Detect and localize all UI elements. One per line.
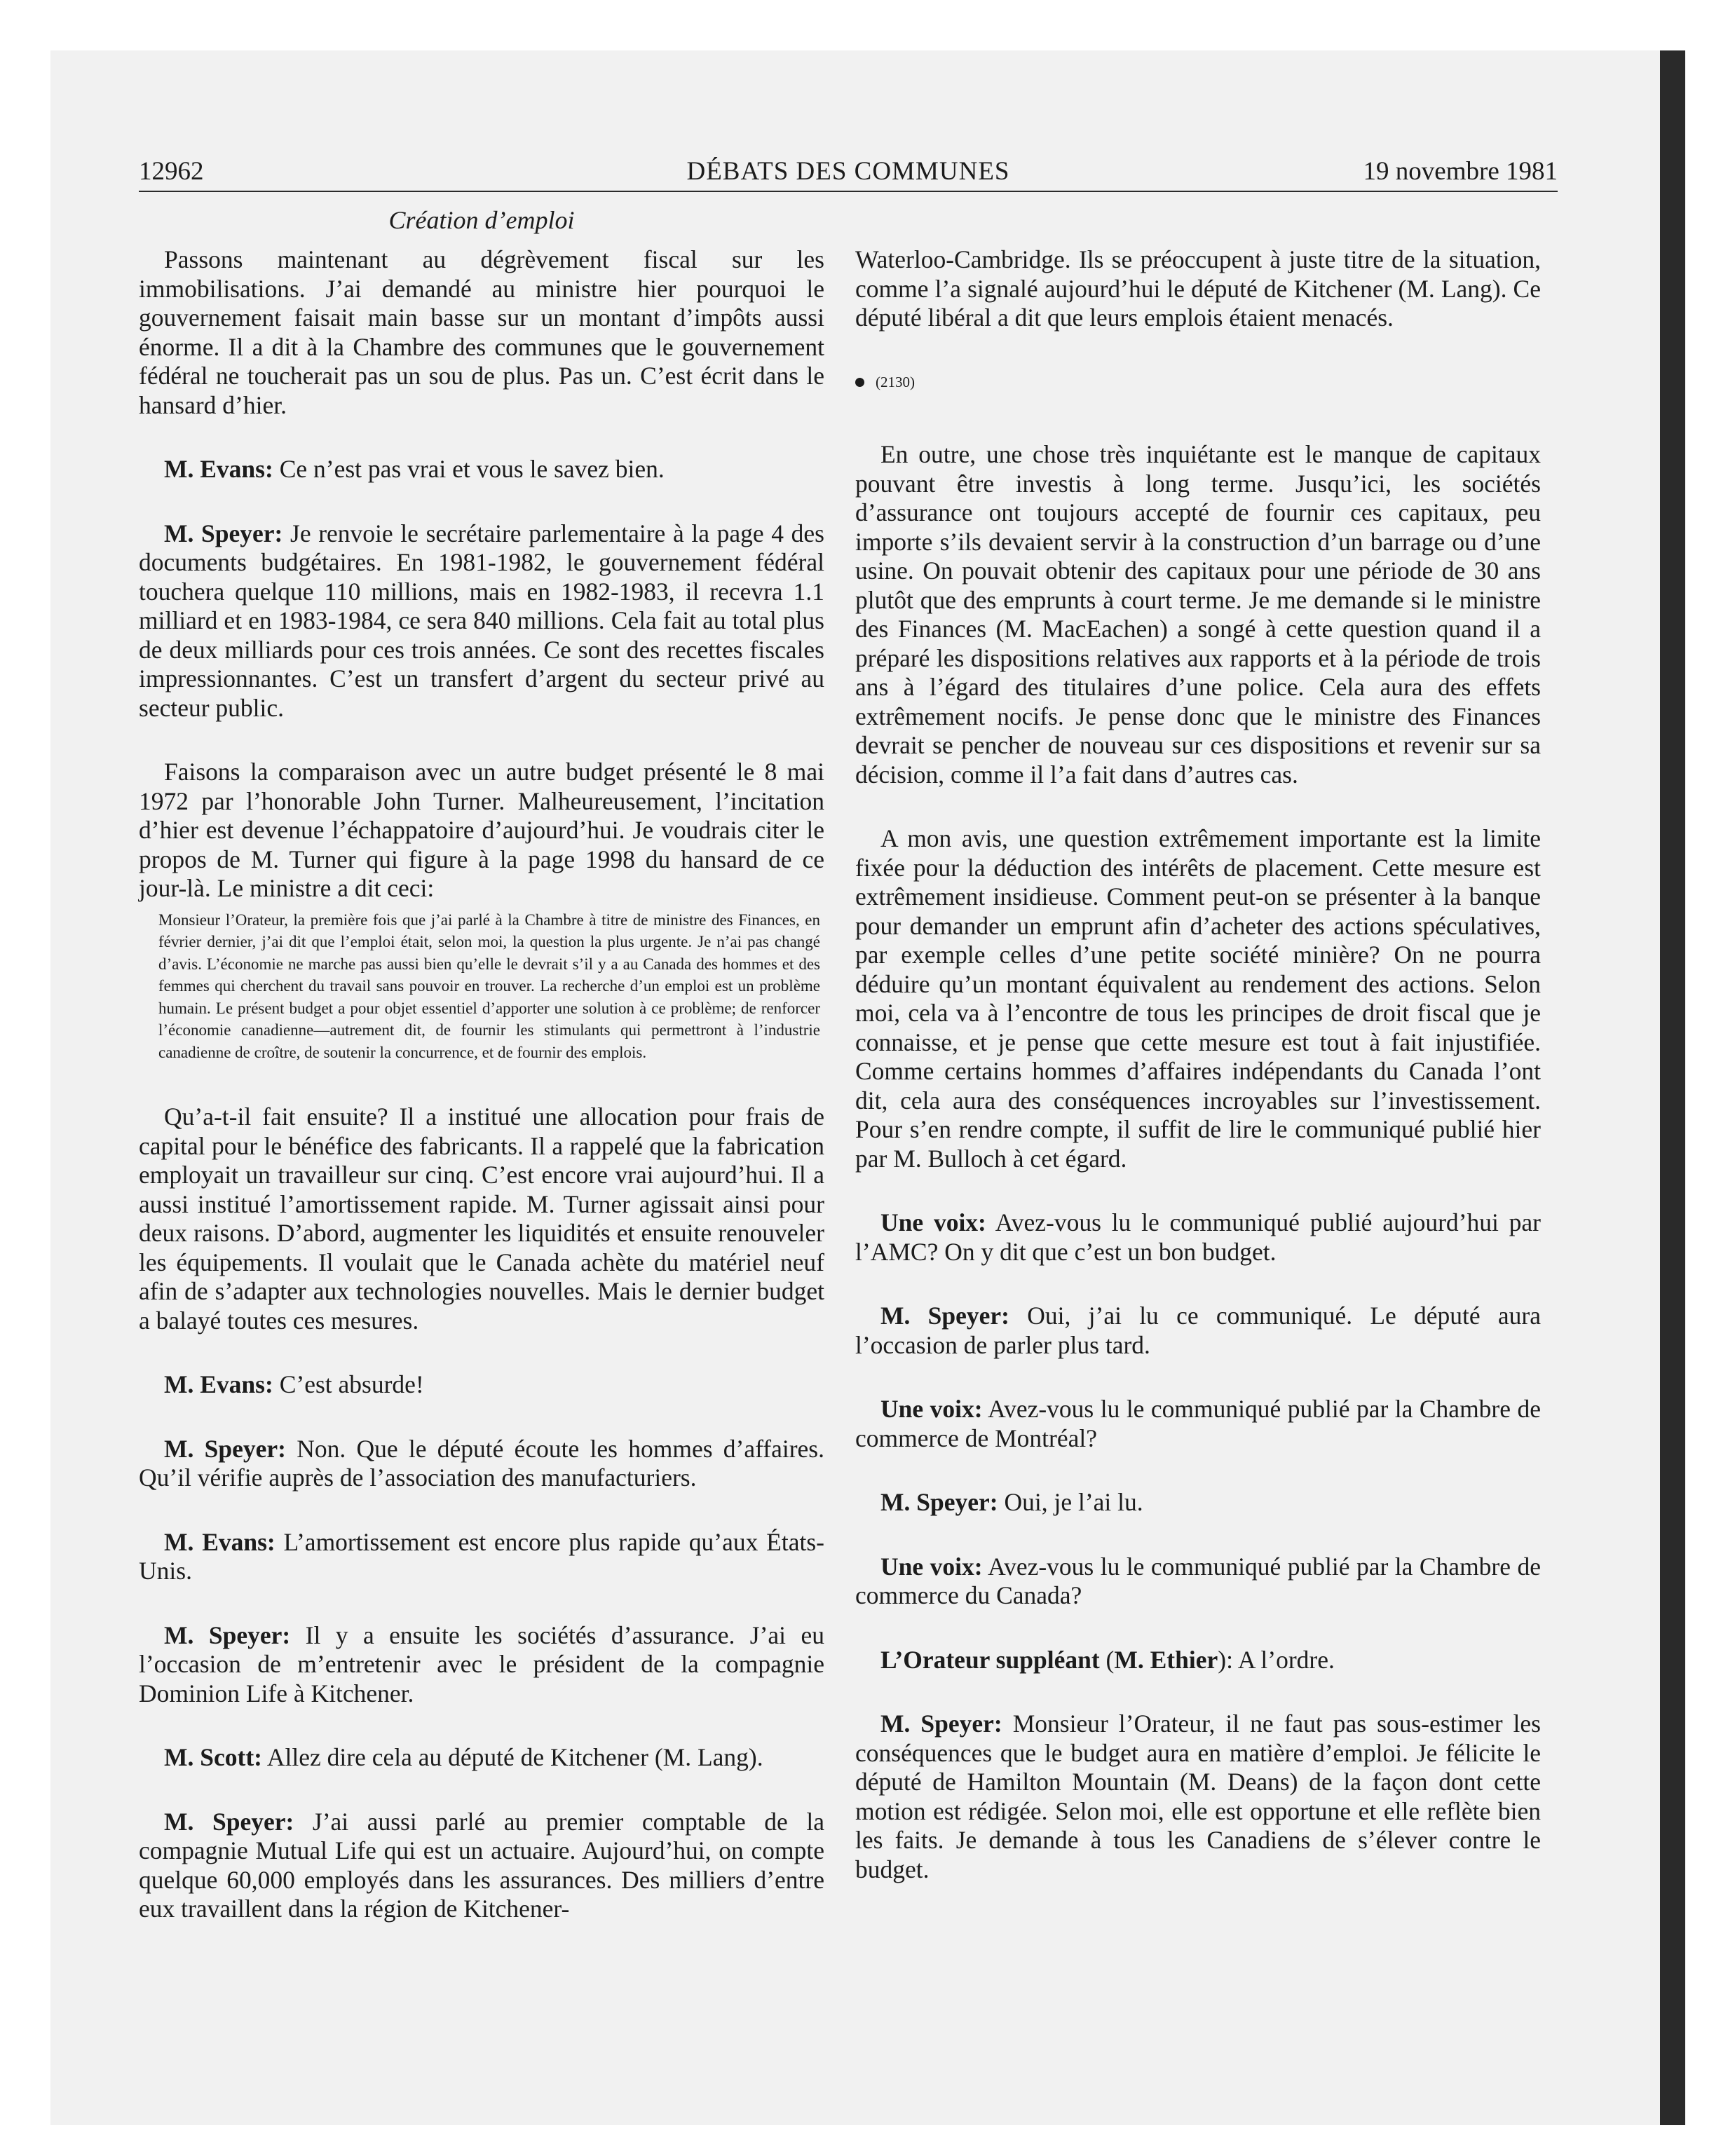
speaker-name: M. Speyer: bbox=[164, 1621, 291, 1649]
speech-text: Il y a ensuite les sociétés d’assurance. J’ai eu l’occasion de m’entretenir avec le président de la compagnie Dominion Life à Kitchener. bbox=[139, 1621, 824, 1707]
speech-speyer bbox=[139, 1435, 824, 1493]
speech-text: Non. Que le député écoute les hommes d’affaires. Qu’il vérifie auprès de l’association des manufacturiers. bbox=[139, 1434, 824, 1492]
speaker-name: Une voix: bbox=[880, 1208, 986, 1236]
paragraph: Waterloo-Cambridge. Ils se préoccupent à juste titre de la situation, comme l’a signalé aujourd’hui le député de Kitchener (M. Lang). Ce député libéral a dit que leurs emplois étaient menacés. bbox=[855, 245, 1541, 332]
right-column bbox=[855, 245, 1541, 1884]
speaker-name: M. Evans: bbox=[164, 1370, 273, 1398]
speech-text: C’est absurde! bbox=[273, 1370, 424, 1398]
paragraph: A mon avis, une question extrêmement importante est la limite fixée pour la déduction des intérêts de placement. Cette mesure est extrêmement insidieuse. Comment peut-on se présenter à la banque pour demander un emprunt afin d’acheter des actions spéculatives, par exemple celles d’une petite société minière? On ne pourra déduire qu’un montant équivalent au rendement des actions. Selon moi, cela va à l’encontre de tous les principes de droit fiscal que je connaisse, et je pense que cette mesure est tout à fait injustifiée. Comme certains hommes d’affaires indépendants du Canada l’ont dit, cela aura des conséquences incroyables sur l’investissement. Pour s’en rendre compte, il suffit de lire le communiqué publié hier par M. Bulloch à cet égard. bbox=[855, 824, 1541, 1173]
speech-speyer bbox=[855, 1302, 1541, 1360]
time-marker-text: (2130) bbox=[876, 373, 915, 390]
speech-evans bbox=[139, 1370, 824, 1400]
speech-text: J’ai aussi parlé au premier comptable de la compagnie Mutual Life qui est un actuaire. Aujourd’hui, on compte quelque 60,000 employés dans les assurances. Des milliers d’entre eux travaillent dans la région de Kitchener- bbox=[139, 1807, 824, 1923]
speech-text: Avez-vous lu le communiqué publié par la Chambre de commerce du Canada? bbox=[855, 1552, 1541, 1609]
speech-speyer bbox=[139, 519, 824, 723]
paragraph: Passons maintenant au dégrèvement fiscal sur les immobilisations. J’ai demandé au ministre hier pourquoi le gouvernement faisait main basse sur un montant d’impôts aussi énorme. Il a dit à la Chambre des communes que le gouvernement fédéral ne toucherait pas un sou de plus. Pas un. C’est écrit dans le hansard d’hier. bbox=[139, 245, 824, 419]
left-column bbox=[139, 205, 824, 1924]
speech-text: L’amortissement est encore plus rapide qu’aux États-Unis. bbox=[139, 1527, 824, 1585]
page-header bbox=[139, 156, 1558, 192]
paragraph: En outre, une chose très inquiétante est le manque de capitaux pouvant être investis à long terme. Jusqu’ici, les sociétés d’assurance ont toujours accepté de fournir ces capitaux, peu importe s’ils devaient servir à la construction d’un barrage ou d’une usine. On pouvait obtenir des capitaux pour une période de 30 ans plutôt que des emprunts à court terme. Je me demande si le ministre des Finances (M. MacEachen) a songé à cette question quand il a préparé les dispositions relatives aux rapports et à la période de trois ans à l’égard des titulaires d’une police. Cela aura des effets extrêmement nocifs. Je pense donc que le ministre des Finances devrait se pencher de nouveau sur ces dispositions et revenir sur sa décision, comme il l’a fait dans d’autres cas. bbox=[855, 440, 1541, 789]
speech-speyer bbox=[139, 1808, 824, 1924]
speech-voice bbox=[855, 1395, 1541, 1453]
speech-deputy-speaker bbox=[855, 1646, 1541, 1675]
speech-text: Avez-vous lu le communiqué publié aujourd’hui par l’AMC? On y dit que c’est un bon budget. bbox=[855, 1208, 1542, 1266]
page-number: 12962 bbox=[139, 157, 204, 186]
speaker-name: Une voix: bbox=[880, 1552, 983, 1581]
speech-text: A l’ordre. bbox=[1232, 1645, 1335, 1674]
page-title: DÉBATS DES COMMUNES bbox=[686, 157, 1010, 186]
speaker-name: M. Speyer: bbox=[164, 1434, 286, 1463]
speech-text: Allez dire cela au député de Kitchener (M. Lang). bbox=[261, 1743, 763, 1771]
time-marker bbox=[855, 368, 1541, 397]
speech-text: Avez-vous lu le communiqué publié par la Chambre de commerce de Montréal? bbox=[855, 1395, 1541, 1452]
speech-text: Monsieur l’Orateur, il ne faut pas sous-estimer les conséquences que le budget aura en matière d’emploi. Je félicite le député de Hamilton Mountain (M. Deans) de la façon dont cette motion est rédigée. Selon moi, elle est opportune et elle reflète bien les faits. Je demande à tous les Canadiens de s’élever contre le budget. bbox=[855, 1710, 1541, 1883]
bullet-icon bbox=[855, 378, 864, 387]
speech-text: Ce n’est pas vrai et vous le savez bien. bbox=[273, 455, 665, 483]
paragraph: Qu’a-t-il fait ensuite? Il a institué une allocation pour frais de capital pour le bénéfice des fabricants. Il a rappelé que la fabrication employait un travailleur sur cinq. C’est encore vrai aujourd’hui. Il a aussi institué l’amortissement rapide. M. Turner agissait ainsi pour deux raisons. D’abord, augmenter les liquidités et ensuite renouveler les équipements. Il voulait que le Canada achète du matériel neuf afin de s’adapter aux technologies nouvelles. Mais le dernier budget a balayé toutes ces mesures. bbox=[139, 1103, 824, 1335]
speech-scott bbox=[139, 1743, 824, 1773]
speech-speyer bbox=[855, 1488, 1541, 1517]
speech-voice bbox=[855, 1553, 1541, 1611]
paragraph: Faisons la comparaison avec un autre budget présenté le 8 mai 1972 par l’honorable John Turner. Malheureusement, l’incitation d’hier est devenue l’échappatoire d’aujourd’hui. Je voudrais citer le propos de M. Turner qui figure à la page 1998 du hansard de ce jour-là. Le ministre a dit ceci: bbox=[139, 758, 824, 902]
speech-speyer bbox=[139, 1621, 824, 1709]
speaker-name: M. Speyer: bbox=[880, 1302, 1009, 1330]
speaker-name: M. Speyer: bbox=[880, 1710, 1002, 1738]
page-edge-shadow bbox=[1660, 50, 1685, 2125]
speaker-name: M. Evans: bbox=[164, 1527, 275, 1556]
section-title: Création d’emploi bbox=[388, 206, 575, 234]
speaker-paren-close: ): bbox=[1218, 1645, 1233, 1674]
speaker-name: M. Speyer: bbox=[164, 1807, 294, 1836]
speech-voice bbox=[855, 1208, 1541, 1267]
speech-text: Oui, j’ai lu ce communiqué. Le député aura l’occasion de parler plus tard. bbox=[855, 1302, 1542, 1359]
speaker-name: M. Speyer: bbox=[164, 519, 283, 547]
speaker-name: L’Orateur suppléant bbox=[880, 1645, 1100, 1674]
speech-text: Je renvoie le secrétaire parlementaire à la page 4 des documents budgétaires. En 1981-1982, le gouvernement fédéral touchera quelque 110 millions, mais en 1982-1983, il recevra 1.1 milliard et en 1983-1984, ce sera 840 millions. Cela fait au total plus de deux milliards pour ces trois années. Ce sont des recettes fiscales impressionnantes. C’est un transfert d’argent du secteur privé au secteur public. bbox=[139, 519, 824, 722]
speaker-paren-open: ( bbox=[1099, 1645, 1115, 1674]
speech-text: Oui, je l’ai lu. bbox=[998, 1488, 1143, 1516]
speaker-name: M. Evans: bbox=[164, 455, 273, 483]
speech-speyer bbox=[855, 1710, 1541, 1884]
speaker-name: M. Ethier bbox=[1114, 1645, 1218, 1674]
speaker-name: M. Scott: bbox=[164, 1743, 262, 1771]
turner-quote: Monsieur l’Orateur, la première fois que j’ai parlé à la Chambre à titre de ministre des Finances, en février dernier, j’ai dit que l’emploi était, selon moi, la question la plus urgente. Je n’ai pas changé d’avis. L’économie ne marche pas aussi bien qu’elle le devrait s’il y a au Canada des hommes et des femmes qui cherchent du travail sans pouvoir en trouver. La recherche d’un emploi est un problème humain. Le présent budget a pour objet essentiel d’apporter une solution à ce problème; de renforcer l’économie canadienne—autrement dit, de fournir les stimulants qui permettront à l’industrie canadienne de croître, de soutenir la concurrence, et de fournir des emplois. bbox=[158, 910, 820, 1061]
speaker-name: M. Speyer: bbox=[880, 1488, 998, 1516]
speech-evans bbox=[139, 455, 824, 484]
speaker-name: Une voix: bbox=[880, 1395, 983, 1423]
speech-evans bbox=[139, 1528, 824, 1586]
page-date: 19 novembre 1981 bbox=[1363, 157, 1558, 186]
